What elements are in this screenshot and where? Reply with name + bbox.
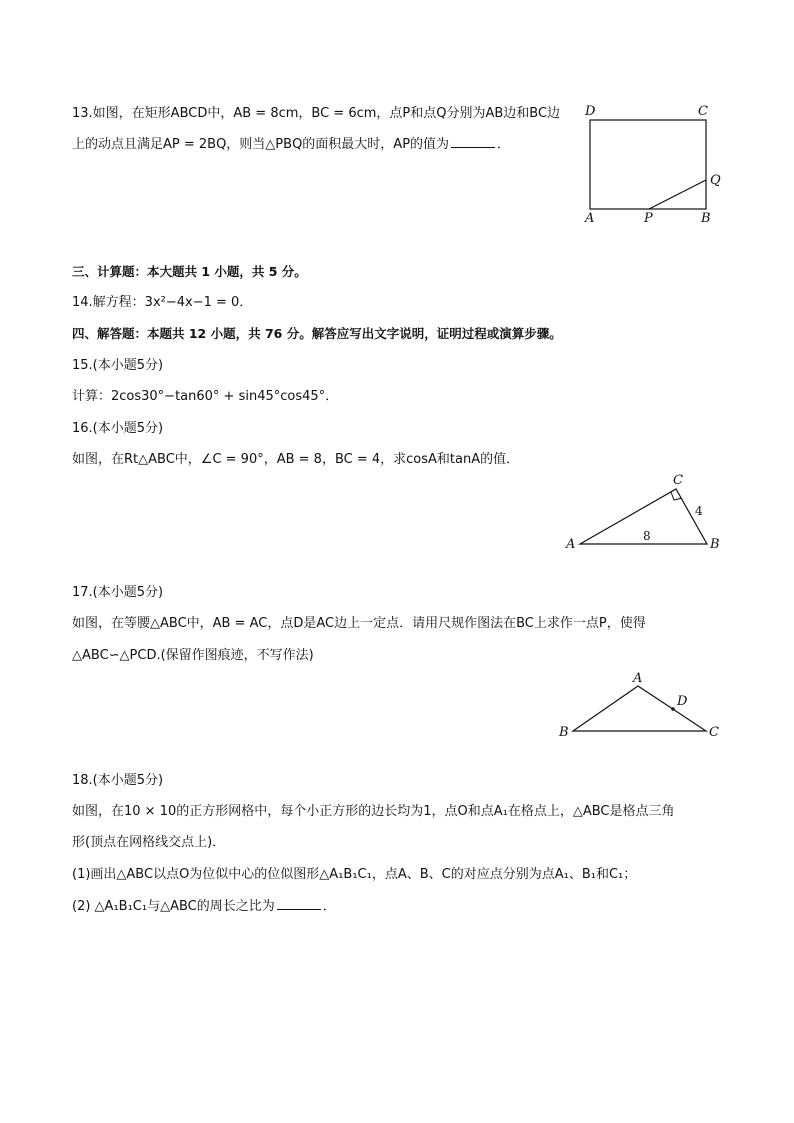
p18-line1: 如图，在10 × 10的正方形网格中，每个小正方形的边长均为1，点O和点A₁在格点上，△ABC是格点三角	[72, 804, 675, 819]
point-d	[671, 707, 675, 711]
p16-text: 如图，在Rt△ABC中，∠C = 90°，AB = 8，BC = 4，求cosA和tanA的值．	[72, 452, 520, 467]
p17-line1: 如图，在等腰△ABC中，AB = AC，点D是AC边上一定点．请用尺规作图法在BC上求作一点P，使得	[72, 616, 646, 631]
p18-header: 18.(本小题5分)	[72, 773, 164, 788]
p18-part2-end: ．	[322, 899, 336, 914]
p13-answer-blank	[451, 135, 495, 148]
p17-header: 17.(本小题5分)	[72, 585, 164, 600]
label-a: A	[633, 671, 643, 686]
label-c: C	[709, 725, 719, 740]
label-a: A	[566, 537, 576, 552]
section-3-heading: 三、计算题：本大题共 1 小题，共 5 分。	[72, 264, 307, 279]
p17-line2: △ABC∽△PCD.(保留作图痕迹，不写作法)	[72, 648, 314, 663]
p16-right-triangle-figure	[560, 470, 730, 560]
p17-isosceles-triangle-figure	[555, 670, 730, 745]
p18-part2-text: (2) △A₁B₁C₁与△ABC的周长之比为	[72, 899, 275, 914]
label-b: B	[710, 537, 720, 552]
section-4-heading: 四、解答题：本题共 12 小题，共 76 分。解答应写出文字说明，证明过程或演算步骤。	[72, 326, 562, 341]
p13-rectangle-figure	[580, 100, 730, 230]
p18-answer-blank	[277, 897, 321, 910]
p13-line1: 13.如图，在矩形ABCD中，AB = 8cm，BC = 6cm，点P和点Q分别为AB边和BC边	[72, 106, 561, 121]
p18-part2	[72, 897, 336, 916]
label-d: D	[585, 104, 596, 119]
label-b: B	[559, 725, 569, 740]
label-c: C	[673, 473, 683, 488]
label-d: D	[677, 694, 688, 709]
rect-abcd	[590, 120, 706, 209]
p14-text: 14.解方程：3x²−4x−1 = 0．	[72, 295, 253, 310]
label-q: Q	[710, 173, 721, 188]
label-ab-length: 8	[643, 529, 651, 543]
label-c: C	[698, 104, 708, 119]
p13-line2-end: ．	[497, 137, 511, 152]
p13-line2-text: 上的动点且满足AP = 2BQ，则当△PBQ的面积最大时，AP的值为	[72, 137, 450, 152]
p15-header: 15.(本小题5分)	[72, 358, 164, 373]
label-b: B	[701, 211, 711, 226]
p15-text: 计算：2cos30°−tan60° + sin45°cos45°．	[72, 389, 339, 404]
label-a: A	[585, 211, 595, 226]
label-p: P	[644, 211, 653, 226]
p18-part1: (1)画出△ABC以点O为位似中心的位似图形△A₁B₁C₁，点A、B、C的对应点分别为点A₁、B₁和C₁；	[72, 867, 637, 882]
label-bc-length: 4	[695, 504, 703, 518]
p18-line2: 形(顶点在网格线交点上)．	[72, 835, 226, 850]
p16-header: 16.(本小题5分)	[72, 421, 164, 436]
segment-pq	[649, 180, 706, 209]
p13-line2	[72, 135, 510, 154]
